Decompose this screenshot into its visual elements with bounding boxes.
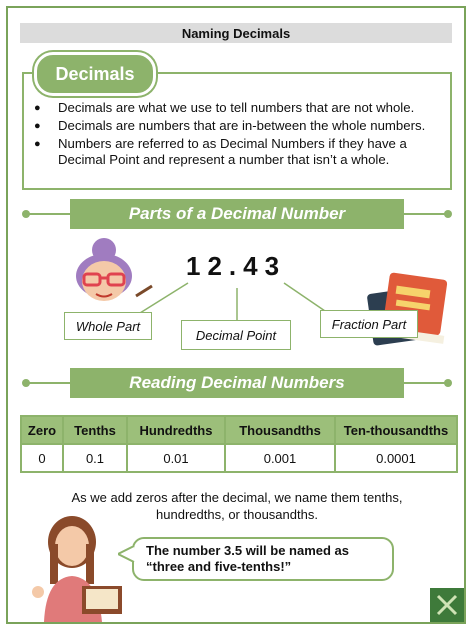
bullet-item: ● Numbers are referred to as Decimal Numbers if they have a Decimal Point and represent a number that isn’t a whole. <box>32 136 448 168</box>
fraction-part-label: Fraction Part <box>320 310 418 338</box>
column-header: Tenths <box>63 416 127 444</box>
speech-line: The number 3.5 will be named as <box>146 543 350 558</box>
page-title: Naming Decimals <box>20 23 452 43</box>
reading-caption: As we add zeros after the decimal, we name them tenths, hundredths, or thousandths. <box>71 490 403 522</box>
speech-tail <box>118 546 136 562</box>
decimals-label: Decimals <box>34 52 156 96</box>
decimal-point-label: Decimal Point <box>181 320 291 350</box>
parts-banner: Parts of a Decimal Number <box>70 199 404 229</box>
table-cell: 0.001 <box>225 444 335 472</box>
table-cell: 0 <box>21 444 63 472</box>
table-cell: 0.1 <box>63 444 127 472</box>
speech-bubble <box>132 537 394 581</box>
place-value-table <box>20 415 458 473</box>
divider-dot <box>22 379 30 387</box>
teacher-illustration <box>30 514 130 622</box>
bullet-item: ● Decimals are what we use to tell numbers that are not whole. <box>32 100 448 116</box>
table-header-row <box>21 416 457 444</box>
table-cell: 0.0001 <box>335 444 457 472</box>
table-row <box>21 444 457 472</box>
column-header: Hundredths <box>127 416 225 444</box>
column-header: Ten-thousandths <box>335 416 457 444</box>
table-cell: 0.01 <box>127 444 225 472</box>
whole-part-label: Whole Part <box>64 312 152 340</box>
column-header: Thousandths <box>225 416 335 444</box>
decimal-number: 12.43 <box>186 251 287 281</box>
crossed-tools-icon <box>430 588 464 622</box>
reading-banner: Reading Decimal Numbers <box>70 368 404 398</box>
speech-line: “three and five-tenths!” <box>146 559 292 574</box>
column-header: Zero <box>21 416 63 444</box>
divider-dot <box>444 379 452 387</box>
logo-badge <box>430 588 464 622</box>
bullet-item: ● Decimals are numbers that are in-between the whole numbers. <box>32 118 448 134</box>
